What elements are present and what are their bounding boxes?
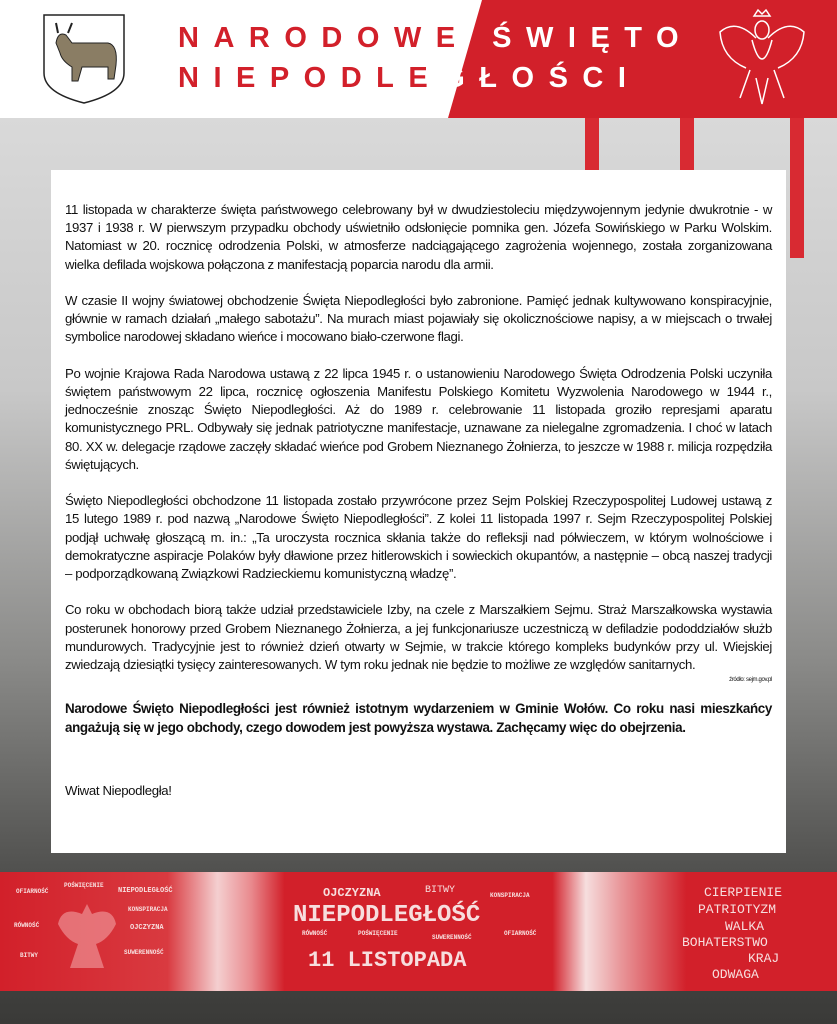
header <box>0 0 837 118</box>
source-note: źródło: sejm.gov.pl <box>729 677 772 684</box>
bull-crest-icon <box>42 13 126 105</box>
banner-word: OFIARNOŚĆ <box>504 930 537 937</box>
paragraph: Co roku w obchodach biorą także udział przedstawiciele Izby, na czele z Marszałkiem Sejmu. Straż Marszałkowska wystawia posterunek honorowy przed Grobem Nieznanego Żołnierza, a jej funkcjonariusze uczestniczą w defiladzie pododdziałów służb mundurowych. Tradycyjnie jest to również dzień otwarty w Sejmie, w trakcie którego kompleks budynków przy ul. Wiejskiej zwiedzają dziesiątki tysięcy zainteresowanych. W tym roku jednak nie będzie to możliwe ze względów sanitarnych. <box>65 602 772 673</box>
banner-word: BITWY <box>20 952 39 959</box>
title-word: NIEPODLE <box>178 62 443 94</box>
banner-word: BITWY <box>425 885 456 896</box>
eagle-watermark-icon <box>56 900 118 972</box>
paragraph: Po wojnie Krajowa Rada Narodowa ustawą z 22 lipca 1945 r. o ustanowieniu Narodowego Święta Odrodzenia Polski uczyniła świętem państwowym 22 lipca, rocznicę ogłoszenia Manifestu Polskiego Komitetu Wyzwolenia Narodowego w 1944 r., jednocześnie znosząc Święto Niepodległości. Aż do 1989 r. celebrowanie 11 listopada groziło represjami aparatu komunistycznego PRL. Odbywały się jednak patriotyczne manifestacje, uznawane za nielegalne zgromadzenia. I choć w latach 80. XX w. delegacje rządowe zaczęły składać wieńce pod Grobem Nieznanego Żołnierza, to jeszcze w 1988 r. milicja rozpędziła świętujących. <box>65 365 772 472</box>
banner-word: CIERPIENIE <box>704 885 783 900</box>
title-word: ŚWIĘTO <box>492 22 694 54</box>
title-word: GŁOŚCI <box>442 62 641 94</box>
bottom-banner <box>0 872 837 991</box>
banner-word: KONSPIRACJA <box>490 892 530 899</box>
banner-word: POŚWIĘCENIE <box>64 882 104 889</box>
banner-main-title: NIEPODLEGŁOŚĆ <box>293 902 481 929</box>
white-eagle-icon <box>716 8 808 106</box>
banner-word: RÓWNOŚĆ <box>14 922 40 929</box>
text-panel <box>51 170 786 853</box>
closing-line: Wiwat Niepodległa! <box>65 782 172 798</box>
banner-word: ODWAGA <box>712 967 759 982</box>
banner-word: SUWERENNOŚĆ <box>432 934 472 941</box>
banner-word: KONSPIRACJA <box>128 906 168 913</box>
banner-word: OFIARNOŚĆ <box>16 888 49 895</box>
banner-word: OJCZYZNA <box>130 924 164 932</box>
title-word: NARODOWE <box>178 22 470 54</box>
title-line-1 <box>178 22 693 55</box>
paragraph: W czasie II wojny światowej obchodzenie Święta Niepodległości było zabronione. Pamięć jednak kultywowano konspiracyjnie, głównie w ramach działań „małego sabotażu”. Na murach miast pojawiały się okolicznościowe napisy, a w miejscach o trwałej symbolice narodowej składano wieńce i mocowano biało-czerwone flagi. <box>65 293 772 345</box>
banner-word: POŚWIĘCENIE <box>358 930 398 937</box>
flag <box>790 118 804 258</box>
paragraph: Święto Niepodległości obchodzone 11 listopada zostało przywrócone przez Sejm Polskiej Rzeczypospolitej Ludowej ustawą z 15 lutego 1989 r. pod nazwą „Narodowe Święto Niepodległości”. Z kolei 11 listopada 1997 r. Sejm Rzeczypospolitej Polskiej podjął uchwałę głoszącą m. in.: „Ta uroczysta rocznica skłania także do refleksji nad półwieczem, w którym wolnościowe i demokratyczne aspiracje Polaków były dławione przez hitlerowskich i sowieckich okupantów, a następnie – obcą naszej tradycji – podporządkowaną Związkowi Radzieckiemu komunistyczną władzę”. <box>65 493 772 582</box>
banner-word: RÓWNOŚĆ <box>302 930 328 937</box>
banner-word: PATRIOTYZM <box>698 902 777 917</box>
banner-word: WALKA <box>725 919 765 934</box>
banner-word: SUWERENNOŚĆ <box>124 949 164 956</box>
banner-date: 11 LISTOPADA <box>308 948 467 973</box>
banner-word: NIEPODLEGŁOŚĆ <box>118 887 173 895</box>
title-line-2 <box>178 62 640 95</box>
banner-word: KRAJ <box>748 951 780 966</box>
bold-paragraph: Narodowe Święto Niepodległości jest również istotnym wydarzeniem w Gminie Wołów. Co roku nasi mieszkańcy angażują się w jego obchody, czego dowodem jest powyższa wystawa. Zachęcamy więc do obejrzenia. <box>65 701 772 735</box>
banner-word: OJCZYZNA <box>323 886 381 900</box>
paragraph: 11 listopada w charakterze święta państwowego celebrowany był w dwudziestoleciu międzywojennym jedynie dwukrotnie - w 1937 i 1938 r. W pierwszym przypadku obchody uświetniło odsłonięcie pomnika gen. Józefa Sowińskiego w Parku Wolskim. Natomiast w 20. rocznicę odrodzenia Polski, w atmosferze nadciągającego zagrożenia wojennego, została zorganizowana wielka defilada wojskowa połączona z manifestacją poparcia narodu dla armii. <box>65 202 772 272</box>
banner-word: BOHATERSTWO <box>682 935 768 950</box>
